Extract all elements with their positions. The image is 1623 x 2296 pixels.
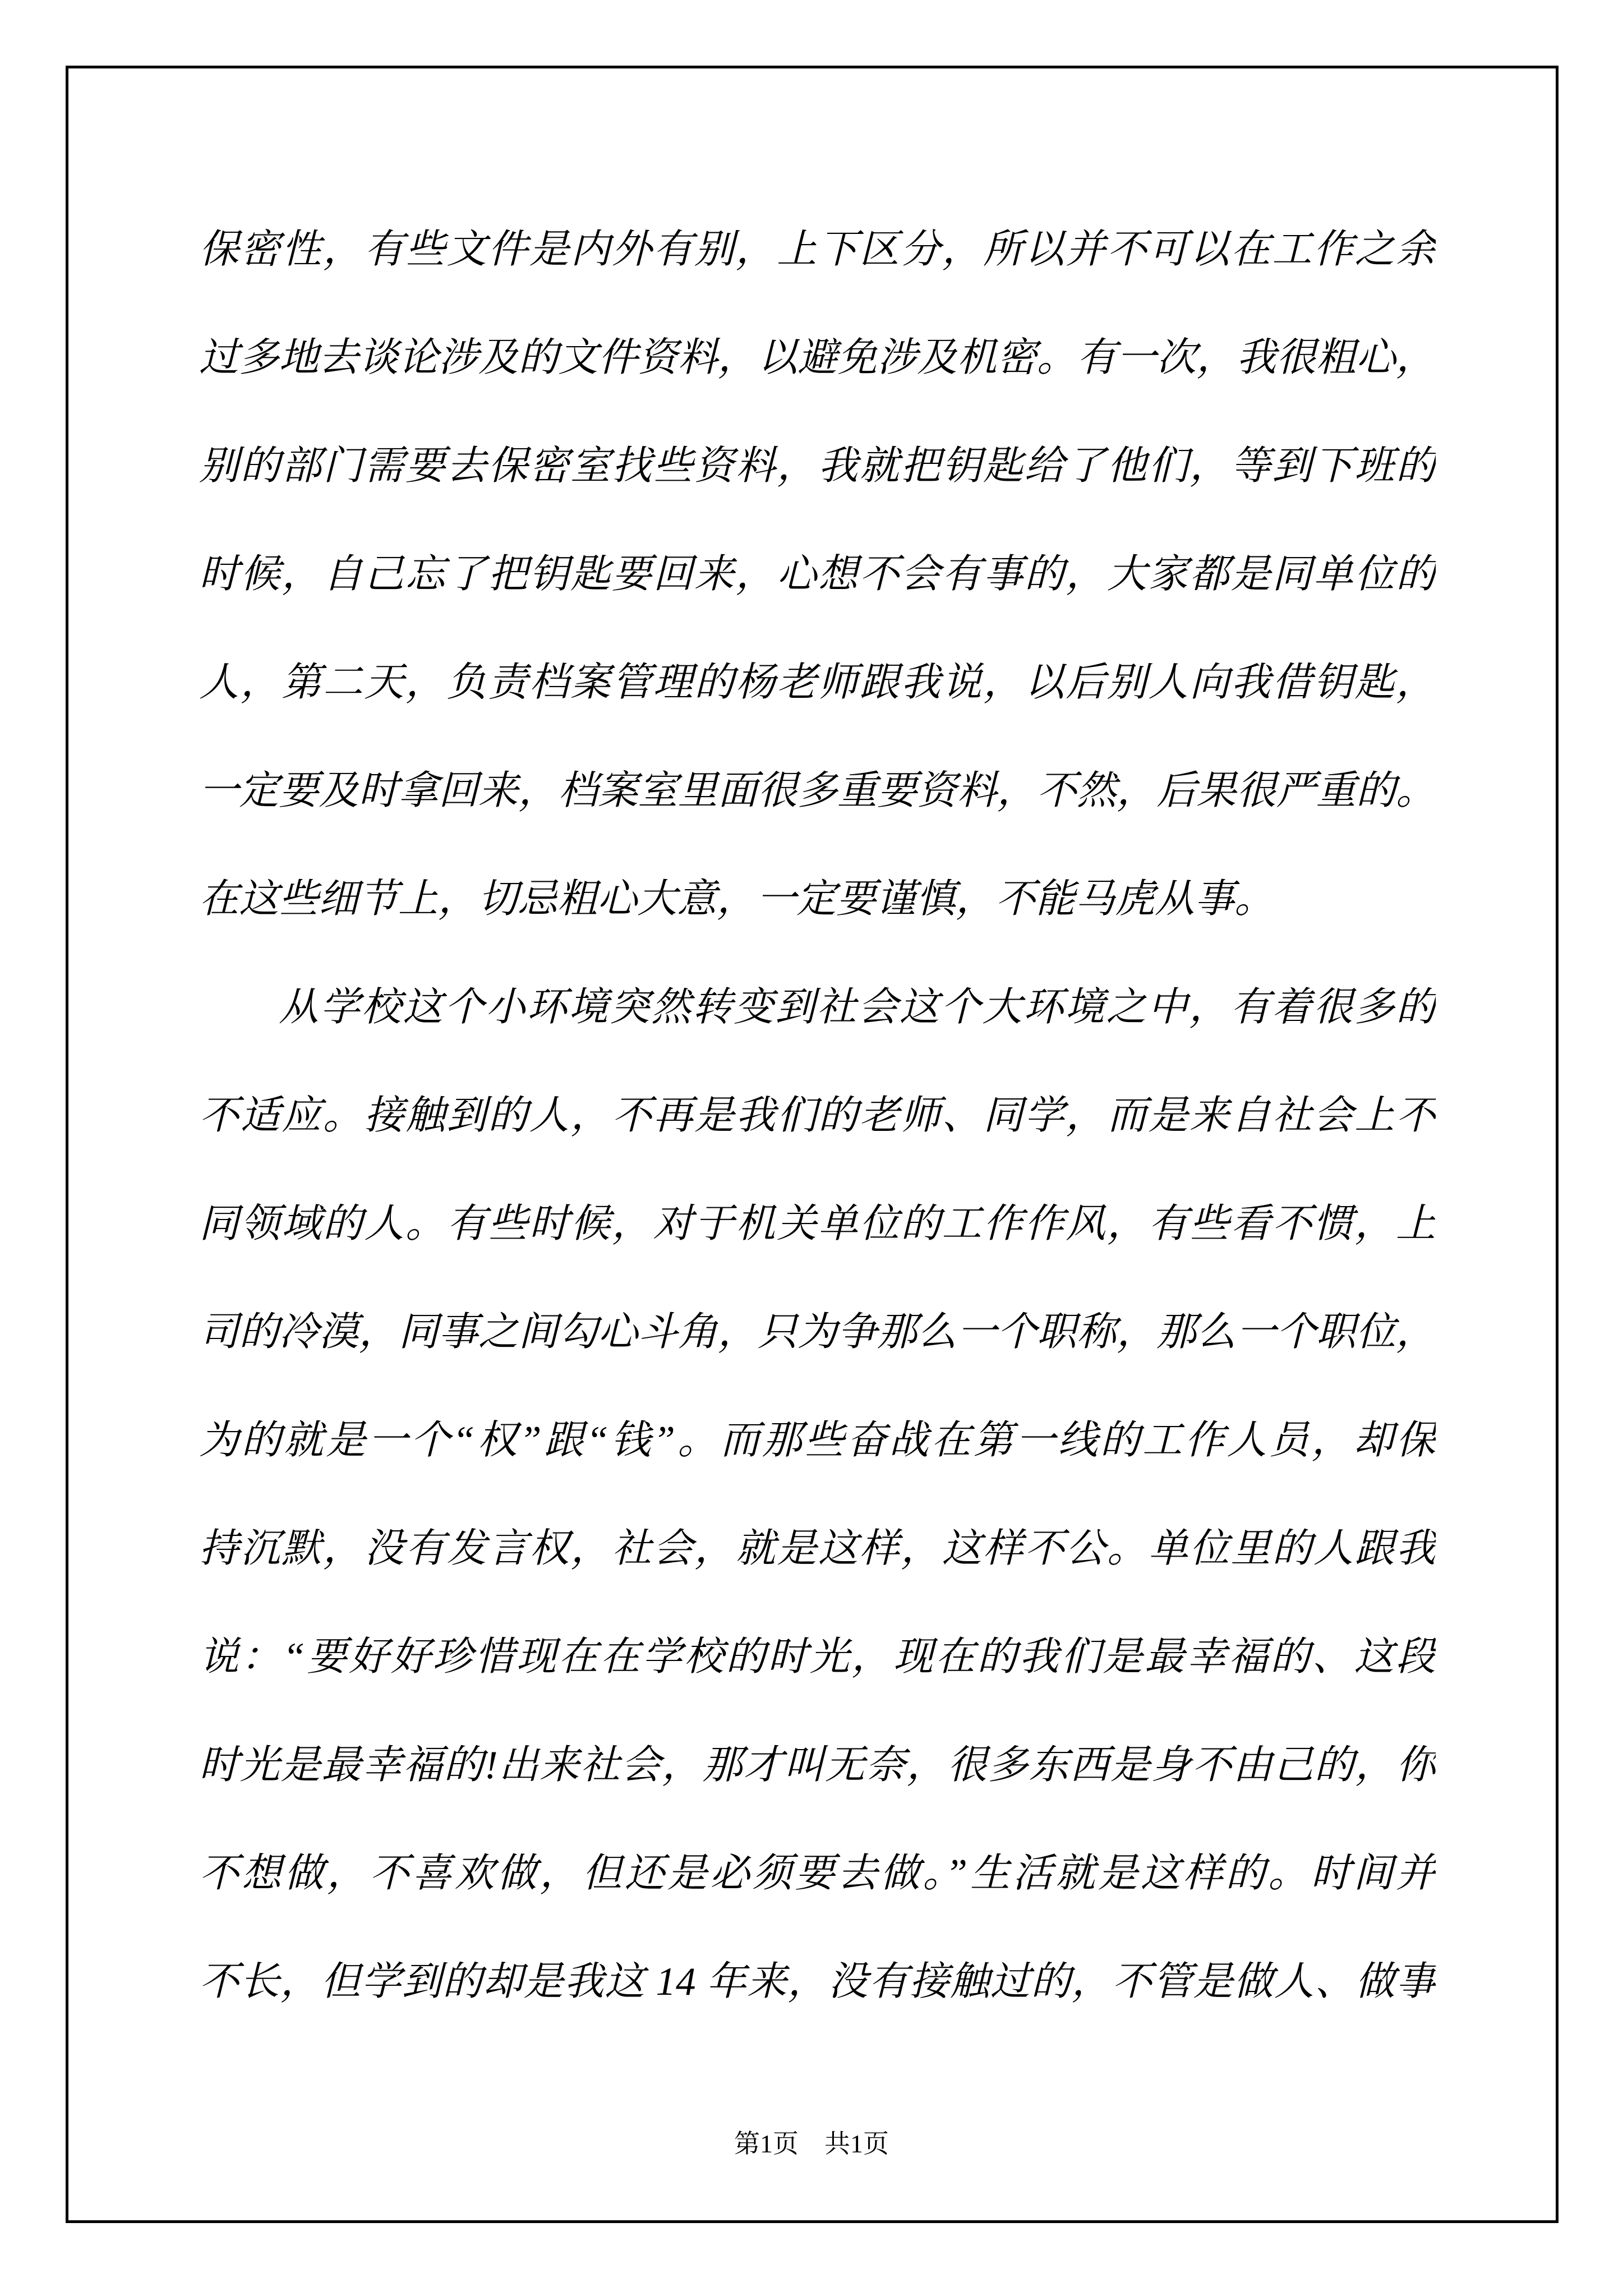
body-line: 司的冷漠，同事之间勾心斗角，只为争那么一个职称，那么一个职位， (199, 1310, 1436, 1354)
body-line: 时候，自己忘了把钥匙要回来，心想不会有事的，大家都是同单位的 (199, 553, 1436, 596)
body-line: 别的部门需要去保密室找些资料，我就把钥匙给了他们，等到下班的 (199, 444, 1436, 488)
body-text (199, 196, 1436, 2036)
body-line: 同领域的人。有些时候，对于机关单位的工作作风，有些看不惯，上 (199, 1202, 1436, 1246)
body-line: 一定要及时拿回来，档案室里面很多重要资料，不然，后果很严重的。 (199, 769, 1436, 813)
body-line: 从学校这个小环境突然转变到社会这个大环境之中，有着很多的 (279, 986, 1436, 1029)
body-line: 在这些细节上，切忌粗心大意，一定要谨慎，不能马虎从事。 (199, 877, 1275, 921)
body-line: 过多地去谈论涉及的文件资料，以避免涉及机密。有一次，我很粗心， (199, 336, 1436, 380)
page-footer (0, 2127, 1623, 2161)
body-line: 为的就是一个“权”跟“钱”。而那些奋战在第一线的工作人员，却保 (199, 1419, 1436, 1462)
body-line: 不长，但学到的却是我这 14 年来，没有接触过的，不管是做人、做事 (199, 1960, 1436, 2004)
body-line: 时光是最幸福的!出来社会，那才叫无奈，很多东西是身不由己的，你 (199, 1743, 1436, 1787)
body-line: 人，第二天，负责档案管理的杨老师跟我说，以后别人向我借钥匙， (199, 661, 1436, 705)
body-line: 持沉默，没有发言权，社会，就是这样，这样不公。单位里的人跟我 (199, 1527, 1436, 1571)
body-line: 不适应。接触到的人，不再是我们的老师、同学，而是来自社会上不 (199, 1094, 1436, 1138)
body-line: 不想做，不喜欢做，但还是必须要去做。”生活就是这样的。时间并 (199, 1852, 1436, 1895)
body-line: 保密性，有些文件是内外有别，上下区分，所以并不可以在工作之余 (199, 228, 1436, 272)
body-line: 说：“要好好珍惜现在在学校的时光，现在的我们是最幸福的、这段 (199, 1635, 1436, 1679)
page-number: 第1页 共1页 (734, 2129, 889, 2158)
